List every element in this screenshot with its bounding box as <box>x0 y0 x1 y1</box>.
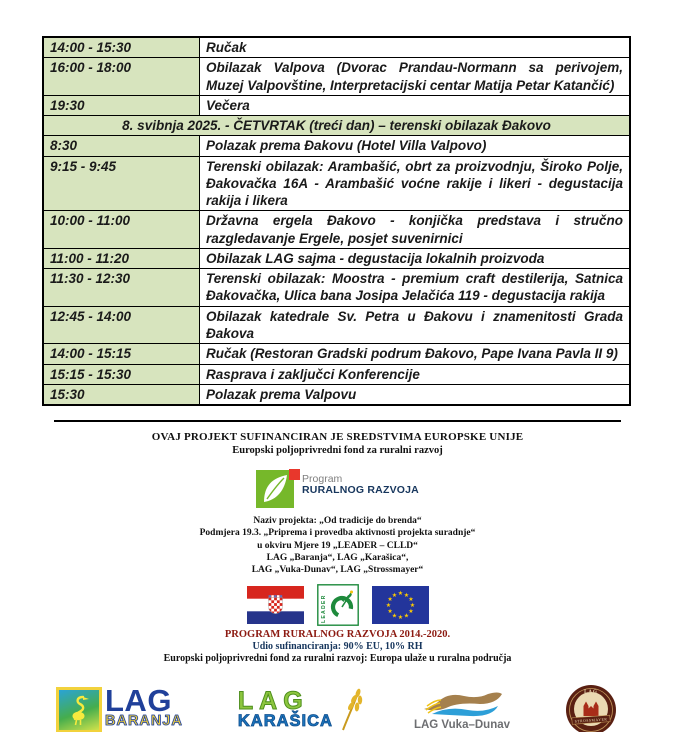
activity-cell: Terenski obilazak: Moostra - premium craft destilerija, Satnica Đakovačka, Ulica bana Josipa Jelačića 119 - degustacija rakija <box>200 269 631 307</box>
program-logo-green-square <box>256 470 294 508</box>
vuka-dunav-graphic <box>418 689 506 721</box>
footer-divider <box>54 420 621 422</box>
activity-cell: Rasprava i zaključci Konferencije <box>200 364 631 384</box>
time-cell: 15:15 - 15:30 <box>43 364 200 384</box>
table-row <box>43 248 630 268</box>
time-cell: 12:45 - 14:00 <box>43 306 200 344</box>
lag-vuka-dunav-name-label: LAG Vuka–Dunav <box>413 718 511 731</box>
activity-cell: Obilazak Valpova (Dvorac Prandau-Normann sa perivojem, Muzej Valpovštine, Interpretacijski centar Matija Petar Katančić) <box>200 58 631 96</box>
svg-text:★: ★ <box>391 591 397 599</box>
table-row <box>43 364 630 384</box>
lag-baranja-name-label: BARANJA <box>105 712 183 729</box>
wheat-icon <box>335 686 363 732</box>
svg-text:★: ★ <box>409 601 415 609</box>
time-cell: 15:30 <box>43 384 200 405</box>
project-line: Naziv projekta: „Od tradicije do brenda“ <box>253 516 422 527</box>
lag-karasica-logo <box>237 687 359 730</box>
time-cell: 11:00 - 11:20 <box>43 248 200 268</box>
activity-cell: Večera <box>200 95 631 115</box>
table-row <box>43 156 630 211</box>
program-logo-red-square <box>289 469 300 480</box>
footer-eafrd-name-line: Europski poljoprivredni fond za ruralni razvoj <box>232 445 443 457</box>
svg-text:★: ★ <box>397 589 403 597</box>
activity-cell: Obilazak katedrale Sv. Petra u Đakovu i znamenitosti Grada Đakova <box>200 306 631 344</box>
strossmayer-banner-label: STROSSMAYER <box>574 717 608 724</box>
svg-text:★: ★ <box>407 607 414 615</box>
lag-baranja-logo <box>56 682 183 732</box>
time-cell: 8:30 <box>43 136 200 156</box>
time-cell: 14:00 - 15:30 <box>43 37 200 58</box>
table-row <box>43 58 630 96</box>
partner-logos-row <box>56 684 617 732</box>
lag-baranja-lag-label: LAG <box>105 682 172 718</box>
activity-cell: Ručak <box>200 37 631 58</box>
svg-text:★: ★ <box>397 613 403 621</box>
croatia-flag-icon <box>247 586 304 624</box>
time-cell: 10:00 - 11:00 <box>43 211 200 249</box>
project-line: LAG „Vuka-Dunav“, LAG „Strossmayer“ <box>251 565 424 576</box>
leader-logo-icon <box>317 584 359 626</box>
strossmayer-top-label: LAG <box>584 689 598 695</box>
cofinancing-line: Udio sufinanciranja: 90% EU, 10% RH <box>252 640 423 652</box>
activity-cell: Polazak prema Đakovu (Hotel Villa Valpovo) <box>200 136 631 156</box>
eafrd-slogan-line: Europski poljoprivredni fond za ruralni razvoj: Europa ulaže u ruralna područja <box>163 652 512 664</box>
activity-cell: Obilazak LAG sajma - degustacija lokalnih proizvoda <box>200 248 631 268</box>
program-logo-label-bottom: RURALNOG RAZVOJA <box>302 484 419 497</box>
svg-text:★: ★ <box>385 601 391 609</box>
table-row <box>43 344 630 364</box>
activity-cell: Polazak prema Valpovu <box>200 384 631 405</box>
activity-cell: Ručak (Restoran Gradski podrum Đakovo, Pape Ivana Pavla II 9) <box>200 344 631 364</box>
project-line: Podmjera 19.3. „Priprema i provedba aktivnosti projekta suradnje“ <box>199 528 476 539</box>
eu-flag-icon <box>372 586 429 624</box>
time-cell: 16:00 - 18:00 <box>43 58 200 96</box>
day-header-cell: 8. svibnja 2025. - ČETVRTAK (treći dan) – terenski obilazak Đakovo <box>43 116 630 136</box>
project-line: u okviru Mjere 19 „LEADER – CLLD“ <box>257 540 418 551</box>
table-row <box>43 384 630 405</box>
activity-cell: Državna ergela Đakovo - konjička predstava i stručno razgledavanje Ergele, posjet suvenirnici <box>200 211 631 249</box>
lag-baranja-text <box>105 682 183 729</box>
program-ruralnog-razvoja-logo <box>0 465 675 509</box>
svg-text:★: ★ <box>386 607 393 615</box>
lag-karasica-name-label: KARAŠICA <box>237 711 333 730</box>
svg-text:★: ★ <box>386 595 393 603</box>
lag-vuka-dunav-logo <box>414 689 510 731</box>
schedule-table <box>42 36 631 406</box>
svg-text:★: ★ <box>403 591 409 599</box>
time-cell: 19:30 <box>43 95 200 115</box>
table-row <box>43 37 630 58</box>
time-cell: 11:30 - 12:30 <box>43 269 200 307</box>
svg-text:★: ★ <box>407 595 414 603</box>
lag-strossmayer-badge <box>565 684 617 732</box>
table-row <box>43 136 630 156</box>
project-line: LAG „Baranja“, LAG „Karašica“, <box>266 553 409 564</box>
flags-row <box>0 584 675 626</box>
program-logo-text <box>302 474 419 496</box>
leader-vertical-label: LEADER <box>320 594 327 623</box>
svg-text:★: ★ <box>391 612 397 620</box>
table-row <box>43 95 630 115</box>
lag-baranja-square <box>56 687 102 732</box>
time-cell: 14:00 - 15:15 <box>43 344 200 364</box>
activity-cell: Terenski obilazak: Arambašić, obrt za proizvodnju, Široko Polje, Đakovačka 16A - Arambašić voćne rakije i likeri - degustacija rakija i likera <box>200 156 631 211</box>
time-cell: 9:15 - 9:45 <box>43 156 200 211</box>
day-header-row <box>43 116 630 136</box>
heron-icon <box>62 693 96 727</box>
project-description-lines <box>0 515 675 577</box>
lag-karasica-lag-label: LAG <box>237 687 309 716</box>
svg-text:★: ★ <box>403 612 409 620</box>
table-row <box>43 306 630 344</box>
program-period-line: PROGRAM RURALNOG RAZVOJA 2014.-2020. <box>224 628 451 640</box>
program-logo-label-top: Program <box>302 473 343 486</box>
footer-eu-funding-line: OVAJ PROJEKT SUFINANCIRAN JE SREDSTVIMA EUROPSKE UNIJE <box>151 431 524 444</box>
leaf-icon <box>261 473 289 505</box>
table-row <box>43 269 630 307</box>
table-row <box>43 211 630 249</box>
